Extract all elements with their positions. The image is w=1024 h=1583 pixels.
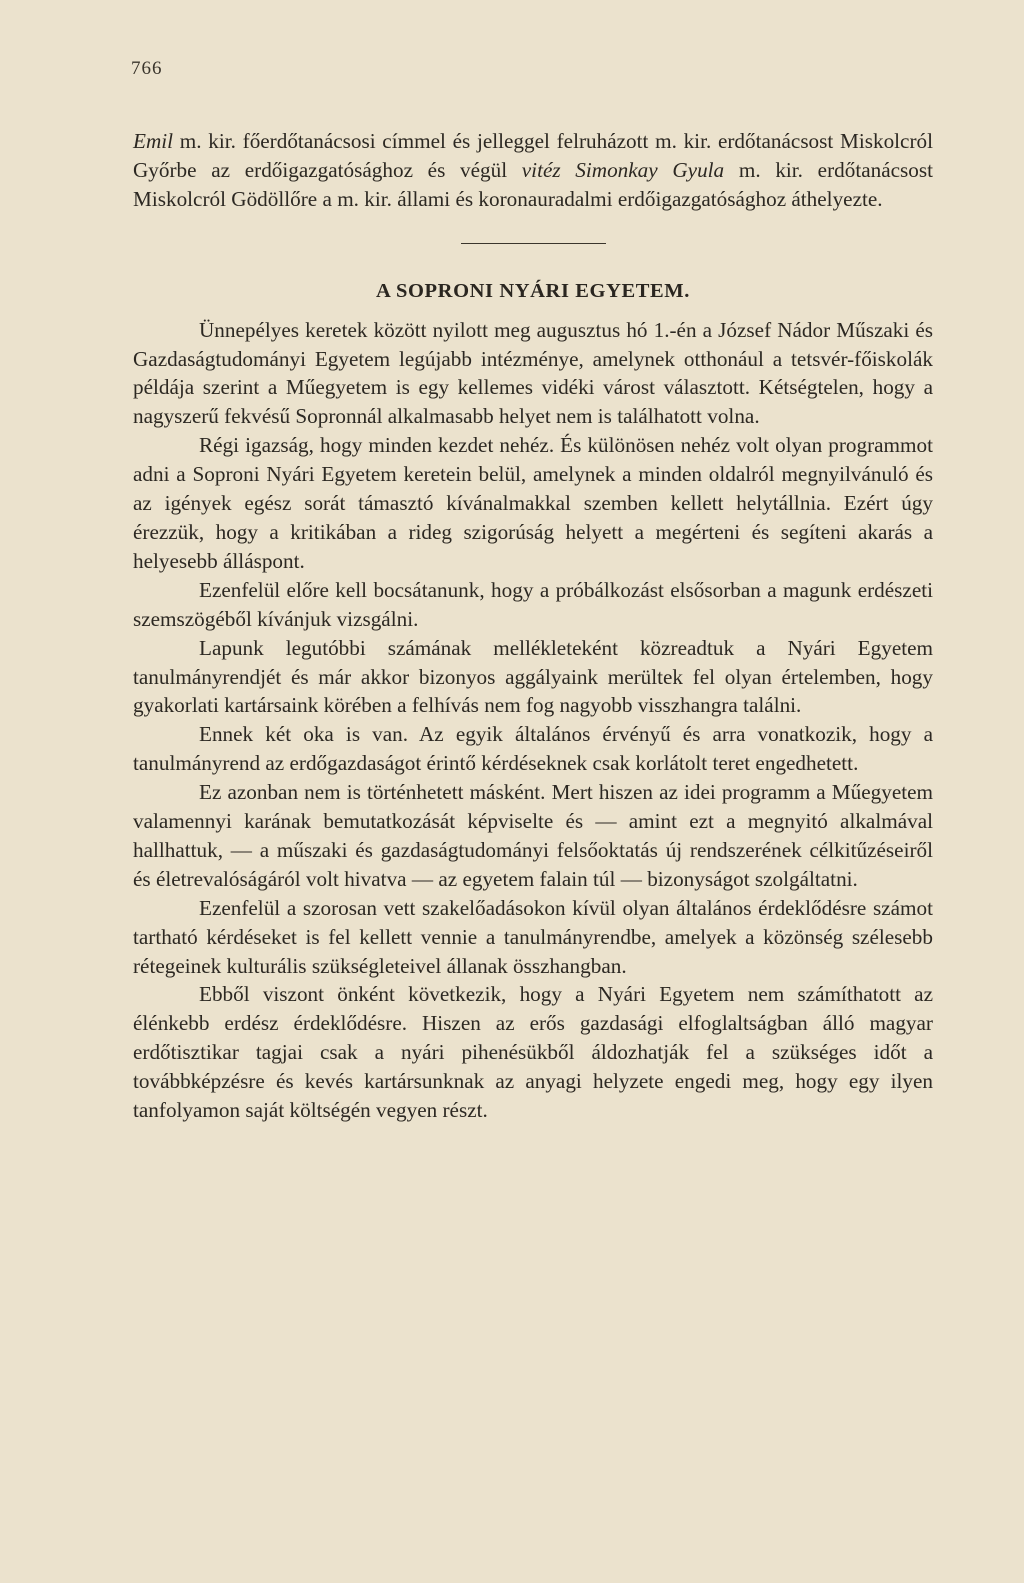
article-body <box>133 127 933 1125</box>
intro-text-2: m. kir. erdőtanácsost Miskolcról Gödöllőre a m. kir. állami és koronauradalmi erdőigazgatósághoz áthelyezte. <box>133 157 933 211</box>
intro-name: Emil <box>133 129 174 153</box>
section-paragraphs <box>133 316 933 1125</box>
page-number: 766 <box>131 58 163 79</box>
paragraph: Ünnepélyes keretek között nyilott meg augusztus hó 1.-én a József Nádor Műszaki és Gazdaságtudományi Egyetem legújabb intézménye, amelynek otthonául a tetsvér-főiskolák példája szerint a Műegyetem is egy kellemes vidéki várost választott. Kétségtelen, hogy a nagyszerű fekvésű Sopronnál alkalmasabb helyet nem is találhatott volna. <box>133 317 933 429</box>
paragraph: Ebből viszont önként következik, hogy a Nyári Egyetem nem számíthatott az élénkebb erdész érdeklődésre. Hiszen az erős gazdasági elfoglaltságban álló magyar erdőtisztikar tagjai csak a nyári pihenésükből áldozhatják fel a szükséges időt a továbbképzésre és kevés kartársunknak az anyagi helyzete engedi meg, hogy egy ilyen tanfolyamon saját költségén vegyen részt. <box>133 982 933 1123</box>
paragraph: Régi igazság, hogy minden kezdet nehéz. És különösen nehéz volt olyan programmot adni a Soproni Nyári Egyetem keretein belül, amelynek a minden oldalról megnyilvánuló és az igények egész sorát támasztó kívánalmakkal szemben kellett helytállnia. Ezért úgy érezzük, hogy a kritikában a rideg szigorúság helyett a megérteni és segíteni akarás a helyesebb álláspont. <box>133 433 933 573</box>
section-divider <box>461 243 606 244</box>
paragraph: Lapunk legutóbbi számának mellékleteként közreadtuk a Nyári Egyetem tanulmányrendjét és már akkor bizonyos aggályaink merültek fel olyan értelemben, hogy gyakorlati kartársaink körében a felhívás nem fog nagyobb visszhangra találni. <box>133 635 933 718</box>
paragraph: Ezenfelül a szorosan vett szakelőadásokon kívül olyan általános érdeklődésre számot tartható kérdéseket is fel kellett vennie a tanulmányrendbe, amelyek a közönség szélesebb rétegeinek kulturális szükségleteivel állanak összhangban. <box>133 895 933 978</box>
intro-text-1: m. kir. főerdőtanácsosi címmel és jelleggel felruházott m. kir. erdőtanácsost Miskolcról Győrbe az erdőigazgatósághoz és végül <box>133 129 933 182</box>
intro-name-2: vitéz Simonkay Gyula <box>521 157 725 182</box>
paragraph: Ennek két oka is van. Az egyik általános érvényű és arra vonatkozik, hogy a tanulmányrend az erdőgazdaságot érintő kérdéseknek csak korlátolt teret engedhetett. <box>133 722 933 776</box>
intro-paragraph <box>133 127 933 214</box>
section-title: A SOPRONI NYÁRI EGYETEM. <box>376 279 690 302</box>
paragraph: Ez azonban nem is történhetett másként. Mert hiszen az idei programm a Műegyetem valamennyi karának bemutatkozását képviselte és — amint ezt a megnyitó alkalmával hallhattuk, — a műszaki és gazdaságtudományi felsőoktatás új rendszerének célkitűzéseiről és életrevalóságáról volt hivatva — az egyetem falain túl — bizonyságot szolgáltatni. <box>133 780 933 891</box>
paragraph: Ezenfelül előre kell bocsátanunk, hogy a próbálkozást elsősorban a magunk erdészeti szemszögéből kívánjuk vizsgálni. <box>133 577 933 631</box>
